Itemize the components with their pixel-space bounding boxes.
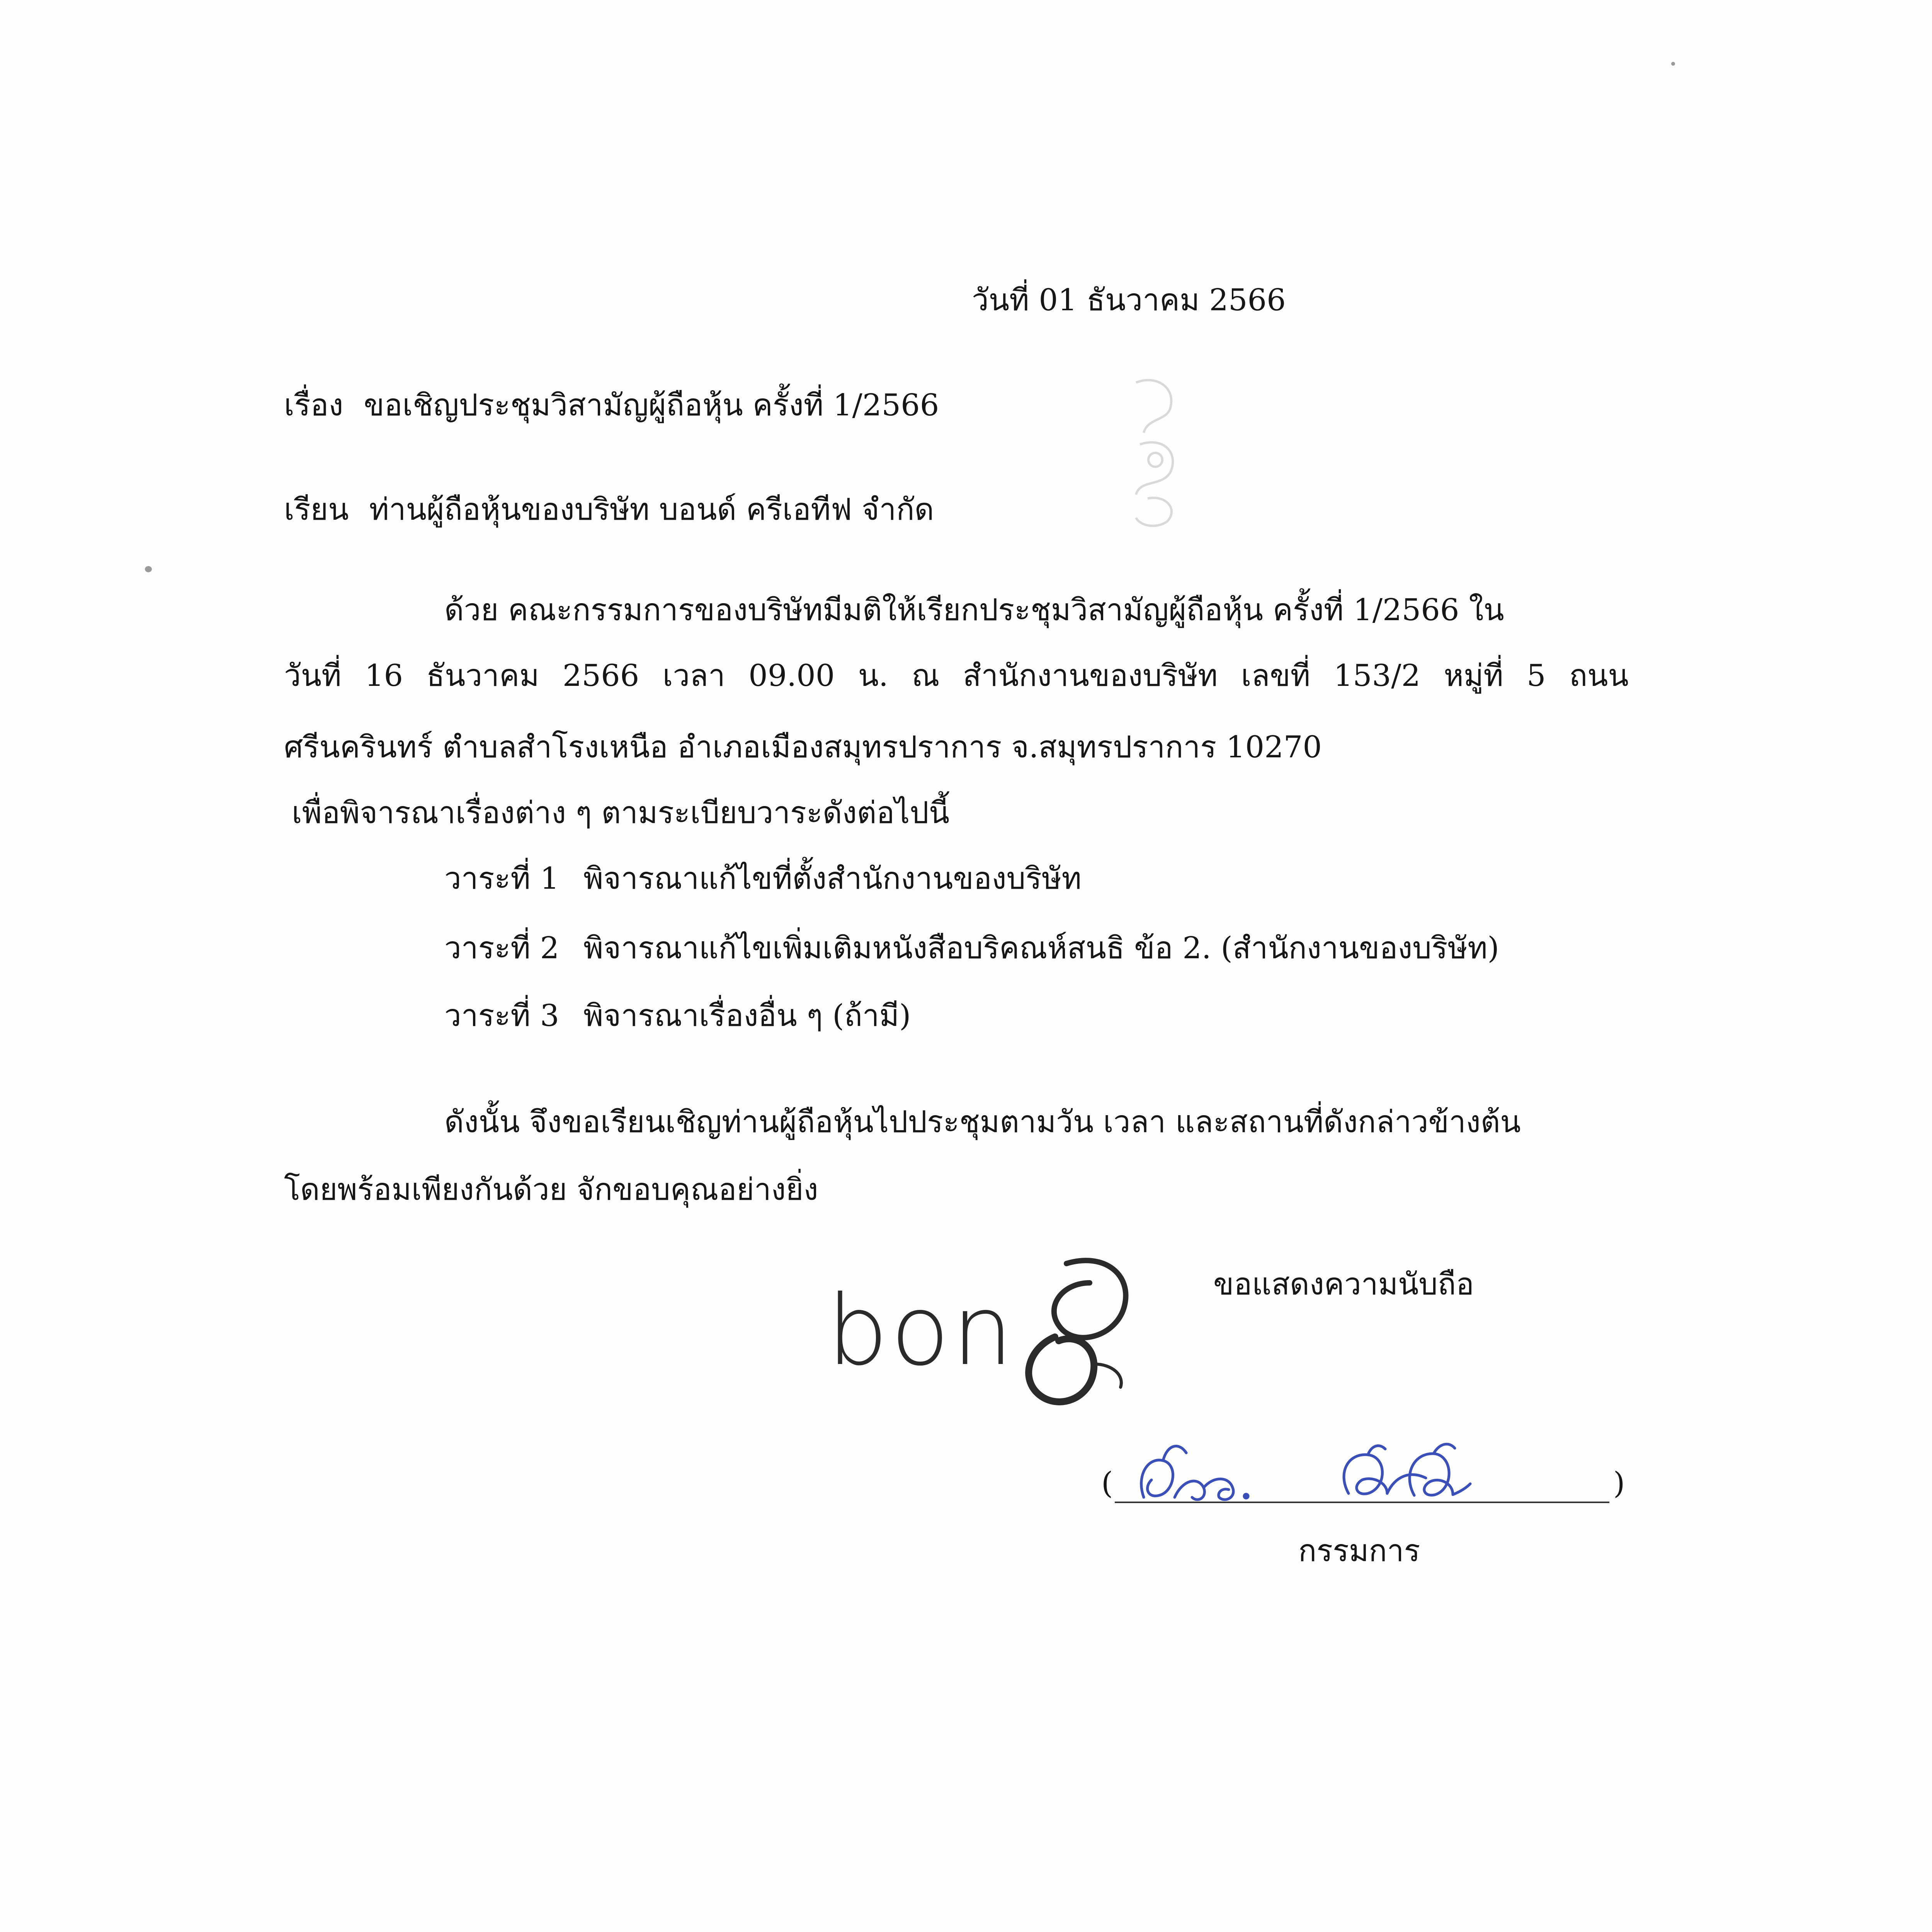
body-word: น. bbox=[858, 658, 888, 693]
agenda-item bbox=[444, 998, 911, 1033]
body-paragraph-line: ด้วย คณะกรรมการของบริษัทมีมติให้เรียกประชุมวิสามัญผู้ถือหุ้น ครั้งที่ 1/2566 ใน bbox=[444, 593, 1504, 628]
closing-paragraph-line: ดังนั้น จึงขอเรียนเชิญท่านผู้ถือหุ้นไปประชุมตามวัน เวลา และสถานที่ดังกล่าวข้างต้น bbox=[444, 1105, 1521, 1139]
recipient-text: ท่านผู้ถือหุ้นของบริษัท บอนด์ ครีเอทีฟ จำกัด bbox=[369, 492, 934, 527]
body-paragraph-line-justified bbox=[284, 658, 1629, 693]
body-word: วันที่ bbox=[284, 658, 342, 693]
agenda-text: พิจารณาเรื่องอื่น ๆ (ถ้ามี) bbox=[583, 998, 911, 1033]
logo-wordmark: bon bbox=[827, 1274, 1016, 1387]
agenda-number: วาระที่ 3 bbox=[444, 998, 560, 1033]
letter-date: วันที่ 01 ธันวาคม 2566 bbox=[972, 283, 1286, 318]
signature-open-paren: ( bbox=[1101, 1466, 1113, 1501]
body-paragraph-line: ศรีนครินทร์ ตำบลสำโรงเหนือ อำเภอเมืองสมุทรปราการ จ.สมุทรปราการ 10270 bbox=[284, 730, 1322, 765]
body-word: 153/2 bbox=[1333, 658, 1421, 693]
agenda-item bbox=[444, 861, 1082, 896]
body-word: ถนน bbox=[1569, 658, 1629, 693]
closing-paragraph-line: โดยพร้อมเพียงกันด้วย จักขอบคุณอย่างยิ่ง bbox=[284, 1172, 818, 1207]
signatory-title: กรรมการ bbox=[1298, 1534, 1420, 1568]
paper-speck bbox=[145, 566, 152, 572]
signature-close-paren: ) bbox=[1613, 1466, 1625, 1501]
embossed-seal bbox=[1113, 371, 1190, 533]
handwritten-signature bbox=[1121, 1430, 1526, 1522]
agenda-number: วาระที่ 1 bbox=[444, 861, 560, 896]
body-word: 5 bbox=[1526, 658, 1546, 693]
subject-text: ขอเชิญประชุมวิสามัญผู้ถือหุ้น ครั้งที่ 1/2566 bbox=[364, 388, 939, 423]
body-word: 2566 bbox=[562, 658, 639, 693]
company-logo bbox=[827, 1248, 1144, 1410]
body-word: ธันวาคม bbox=[426, 658, 539, 693]
agenda-text: พิจารณาแก้ไขเพิ่มเติมหนังสือบริคณห์สนธิ ข้อ 2. (สำนักงานของบริษัท) bbox=[583, 931, 1499, 966]
body-word: เลขที่ bbox=[1241, 658, 1310, 693]
recipient-line bbox=[284, 492, 934, 527]
body-word: สำนักงานของบริษัท bbox=[963, 658, 1218, 693]
body-word: 09.00 bbox=[748, 658, 835, 693]
agenda-number: วาระที่ 2 bbox=[444, 931, 560, 966]
body-paragraph-line: เพื่อพิจารณาเรื่องต่าง ๆ ตามระเบียบวาระดังต่อไปนี้ bbox=[292, 796, 950, 830]
paper-speck bbox=[1671, 62, 1675, 66]
regards-text: ขอแสดงความนับถือ bbox=[1213, 1267, 1474, 1302]
subject-label: เรื่อง bbox=[284, 388, 344, 423]
logo-interlocking-rings bbox=[1029, 1260, 1126, 1402]
recipient-label: เรียน bbox=[284, 492, 349, 527]
body-word: หมู่ที่ bbox=[1444, 658, 1503, 693]
agenda-text: พิจารณาแก้ไขที่ตั้งสำนักงานของบริษัท bbox=[583, 861, 1082, 896]
body-word: 16 bbox=[364, 658, 403, 693]
body-word: เวลา bbox=[662, 658, 725, 693]
subject-line bbox=[284, 388, 939, 423]
body-word: ณ bbox=[912, 658, 940, 693]
agenda-item bbox=[444, 931, 1499, 966]
